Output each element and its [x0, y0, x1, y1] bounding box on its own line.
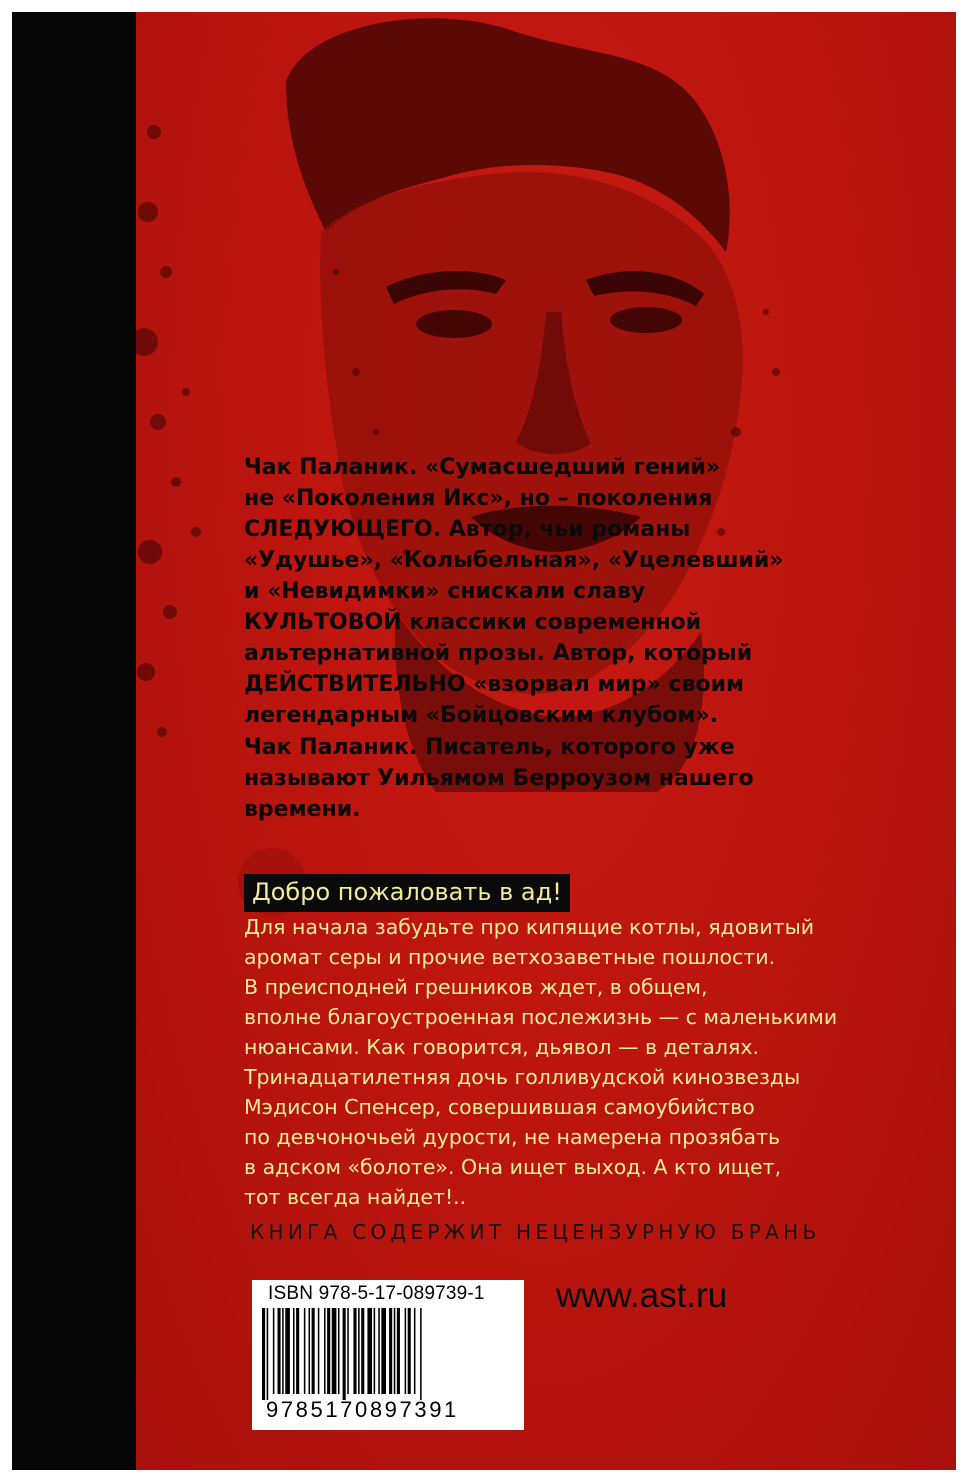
barcode-bar: [347, 1308, 349, 1394]
barcode-bar: [318, 1308, 320, 1394]
barcode-bar: [327, 1308, 330, 1394]
barcode-bar: [394, 1308, 396, 1394]
barcode-bar: [282, 1308, 284, 1394]
annotation-text: Для начала забудьте про кипящие котлы, ядовитый аромат серы и прочие ветхозаветные пошлости. В преисподней грешников ждет, в общем, вполне благоустроенная послежизнь — с маленькими нюансами. Как говорится, дьявол — в деталях. Тринадцатилетняя дочь голливудской кинозвезды Мэдисон Спенсер, совершившая самоубийство по девчоночьей дурости, не намерена прозябать в адском «болоте». Она ищет выход. А кто ищет, тот всегда найдет!..: [244, 915, 838, 1209]
author-blurb-paragraph-1: Чак Паланик. «Сумасшедший гений» не «Поколения Икс», но – поколения СЛЕДУЮЩЕГО. Автор, чьи романы «Удушье», «Колыбельная», «Уцелевший» и «Невидимки» снискали славу КУЛЬТОВОЙ классики современной альтернативной прозы. Автор, который ДЕЙСТВИТЕЛЬНО «взорвал мир» своим легендарным «Бойцовским клубом».: [244, 455, 784, 728]
barcode-bar: [285, 1308, 290, 1394]
barcode-bar: [343, 1308, 346, 1400]
barcode-bar: [381, 1308, 386, 1394]
barcode-bar: [397, 1308, 400, 1394]
barcode-bar: [296, 1308, 299, 1394]
barcode-bar: [420, 1308, 422, 1400]
author-blurb-paragraph-2: Чак Паланик. Писатель, которого уже называют Уильямом Берроузом нашего времени.: [244, 735, 754, 822]
profanity-warning: КНИГА СОДЕРЖИТ НЕЦЕНЗУРНУЮ БРАНЬ: [250, 1220, 821, 1244]
barcode-bar: [262, 1308, 265, 1400]
barcode-bar: [408, 1308, 411, 1394]
publisher-website: www.ast.ru: [556, 1276, 728, 1315]
barcode-bar: [338, 1308, 340, 1394]
isbn-label: ISBN 978-5-17-089739-1: [268, 1283, 485, 1304]
barcode-bar: [309, 1308, 311, 1394]
barcode-bar: [414, 1308, 416, 1394]
barcode-bar: [367, 1308, 372, 1394]
barcode-bar: [361, 1308, 364, 1394]
barcode-bars: [260, 1308, 516, 1400]
barcode-bar: [374, 1308, 376, 1394]
ean-digits: 9785170897391: [266, 1397, 459, 1422]
spine-strip: [12, 12, 136, 1470]
barcode-bar: [405, 1308, 407, 1394]
barcode-bar: [304, 1308, 306, 1394]
barcode-bar: [389, 1308, 392, 1394]
isbn-barcode: [252, 1280, 524, 1430]
barcode-bar: [312, 1308, 315, 1394]
barcode-bar: [324, 1308, 326, 1394]
annotation-heading: Добро пожаловать в ад!: [244, 874, 570, 912]
barcode-bar: [267, 1308, 269, 1400]
barcode-bar: [358, 1308, 360, 1394]
barcode-bar: [353, 1308, 356, 1394]
barcode-bar: [378, 1308, 380, 1394]
barcode-bar: [332, 1308, 337, 1394]
barcode-bar: [278, 1308, 281, 1394]
barcode-bar: [273, 1308, 275, 1394]
barcode-bar: [293, 1308, 295, 1394]
